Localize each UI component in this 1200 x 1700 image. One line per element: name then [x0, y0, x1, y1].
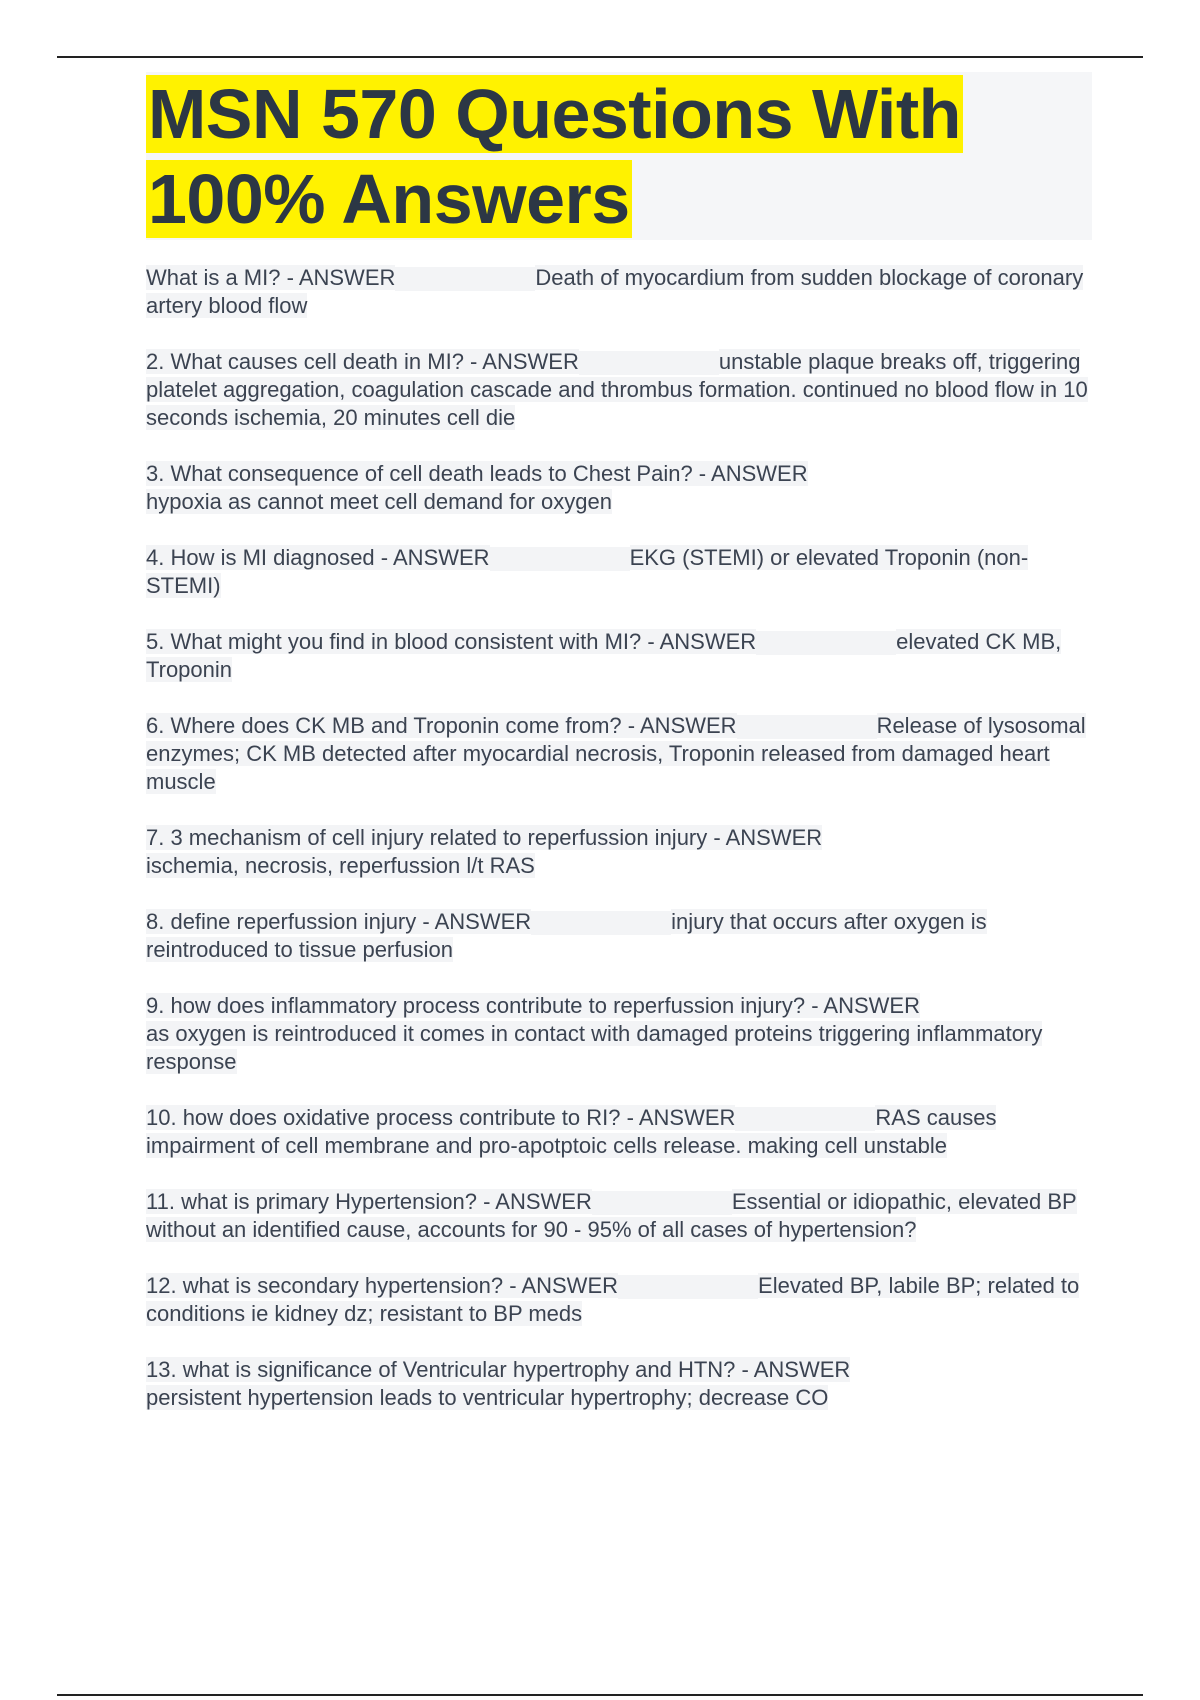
qa-item: [146, 628, 1092, 684]
title-block: [146, 72, 1092, 240]
question-text: What is a MI? - ANSWER: [146, 265, 396, 290]
question-text: 3. What consequence of cell death leads to Chest Pain? - ANSWER: [146, 461, 808, 486]
answer-text: persistent hypertension leads to ventricular hypertrophy; decrease CO: [146, 1385, 829, 1410]
question-text: 5. What might you find in blood consistent with MI? - ANSWER: [146, 629, 757, 654]
qa-item: [146, 824, 1092, 880]
answer-text: Release of lysosomal enzymes; CK MB detected after myocardial necrosis, Troponin released from damaged heart muscle: [146, 713, 1086, 794]
qa-item: [146, 1272, 1092, 1328]
bottom-rule: [57, 1694, 1143, 1696]
qa-item: [146, 908, 1092, 964]
answer-text: RAS causes impairment of cell membrane and pro-apotptoic cells release. making cell unstable: [146, 1105, 997, 1158]
answer-text: unstable plaque breaks off, triggering platelet aggregation, coagulation cascade and thrombus formation. continued no blood flow in 10 seconds ischemia, 20 minutes cell die: [146, 349, 1088, 430]
answer-text: Essential or idiopathic, elevated BP without an identified cause, accounts for 90 - 95% of all cases of hypertension?: [146, 1189, 1077, 1242]
answer-text: Death of myocardium from sudden blockage of coronary artery blood flow: [146, 265, 1084, 318]
answer-spacer: [592, 1191, 732, 1215]
qa-item: [146, 712, 1092, 796]
title-line-2: 100% Answers: [148, 160, 630, 238]
qa-item: [146, 460, 1092, 516]
question-text: 13. what is significance of Ventricular hypertrophy and HTN? - ANSWER: [146, 1357, 851, 1382]
answer-text: EKG (STEMI) or elevated Troponin (non-STEMI): [146, 545, 1029, 598]
question-text: 6. Where does CK MB and Troponin come from? - ANSWER: [146, 713, 737, 738]
qa-item: [146, 1356, 1092, 1412]
qa-item: [146, 1188, 1092, 1244]
answer-spacer: [395, 267, 535, 291]
top-rule: [57, 56, 1143, 58]
question-text: 12. what is secondary hypertension? - ANSWER: [146, 1273, 619, 1298]
page-title: [146, 72, 1092, 242]
question-text: 7. 3 mechanism of cell injury related to reperfussion injury - ANSWER: [146, 825, 823, 850]
qa-item: [146, 992, 1092, 1076]
question-text: 10. how does oxidative process contribute to RI? - ANSWER: [146, 1105, 736, 1130]
answer-text: Elevated BP, labile BP; related to conditions ie kidney dz; resistant to BP meds: [146, 1273, 1080, 1326]
question-text: 9. how does inflammatory process contribute to reperfussion injury? - ANSWER: [146, 993, 920, 1018]
answer-text: injury that occurs after oxygen is reintroduced to tissue perfusion: [146, 909, 987, 962]
qa-item: [146, 348, 1092, 432]
answer-spacer: [737, 715, 877, 739]
answer-spacer: [735, 1107, 875, 1131]
answer-spacer: [618, 1275, 758, 1299]
answer-spacer: [490, 547, 630, 571]
qa-item: [146, 264, 1092, 320]
answer-spacer: [579, 351, 719, 375]
qa-item: [146, 1104, 1092, 1160]
qa-item: [146, 544, 1092, 600]
answer-spacer: [531, 911, 671, 935]
qa-list: [146, 264, 1092, 1440]
answer-text: hypoxia as cannot meet cell demand for oxygen: [146, 489, 612, 514]
question-text: 2. What causes cell death in MI? - ANSWER: [146, 349, 579, 374]
title-line-1: MSN 570 Questions With: [148, 75, 961, 153]
answer-text: elevated CK MB, Troponin: [146, 629, 1062, 682]
question-text: 11. what is primary Hypertension? - ANSWER: [146, 1189, 592, 1214]
answer-spacer: [756, 631, 896, 655]
question-text: 8. define reperfussion injury - ANSWER: [146, 909, 532, 934]
question-text: 4. How is MI diagnosed - ANSWER: [146, 545, 490, 570]
answer-text: ischemia, necrosis, reperfussion l/t RAS: [146, 853, 535, 878]
answer-text: as oxygen is reintroduced it comes in contact with damaged proteins triggering inflammatory response: [146, 1021, 1043, 1074]
